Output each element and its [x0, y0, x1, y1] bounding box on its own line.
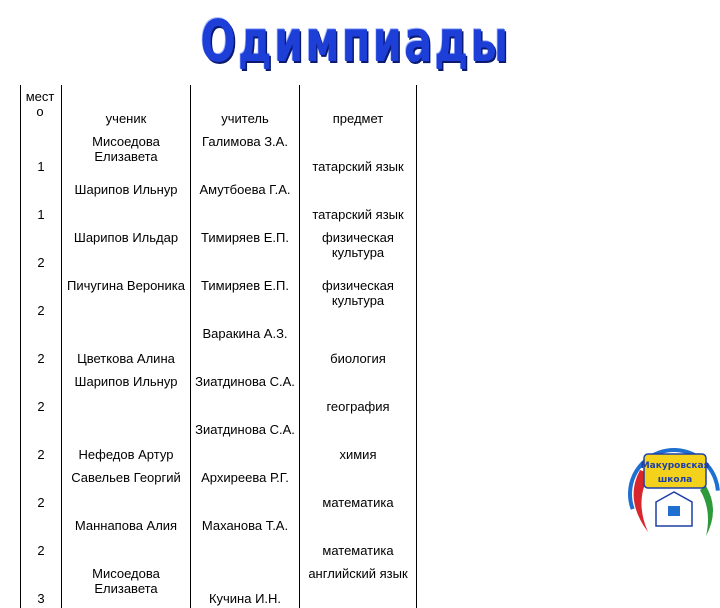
teacher-cell: Тимиряев Е.П. [191, 272, 300, 320]
subject-cell: татарский язык [300, 128, 417, 176]
subject-cell: биология [300, 320, 417, 368]
student-cell: Савельев Георгий [62, 464, 191, 512]
student-cell: Мисоедова Елизавета [62, 128, 191, 176]
subject-cell: математика [300, 464, 417, 512]
header-place: мест о [21, 85, 62, 128]
logo-building-window [668, 506, 680, 516]
logo-green-swoosh [700, 486, 713, 536]
logo-text-line1: Макуровская [640, 461, 710, 471]
teacher-cell: Галимова З.А. [191, 128, 300, 176]
place-cell: 2 [21, 320, 62, 368]
student-cell: Шарипов Ильнур [62, 368, 191, 416]
table-row [21, 320, 417, 368]
place-cell: 2 [21, 512, 62, 560]
place-cell: 2 [21, 416, 62, 464]
table-row [21, 128, 417, 176]
student-cell: Шарипов Ильнур [62, 176, 191, 224]
subject-cell: английский язык [300, 560, 417, 608]
table-row [21, 224, 417, 272]
teacher-cell: Зиатдинова С.А. [191, 416, 300, 464]
student-cell: Мисоедова Елизавета [62, 560, 191, 608]
student-cell: Цветкова Алина [62, 320, 191, 368]
table-row [21, 512, 417, 560]
place-cell: 2 [21, 464, 62, 512]
table-row [21, 176, 417, 224]
teacher-cell: Тимиряев Е.П. [191, 224, 300, 272]
table-row [21, 464, 417, 512]
student-cell: Маннапова Алия [62, 512, 191, 560]
teacher-cell: Варакина А.З. [191, 320, 300, 368]
subject-cell: татарский язык [300, 176, 417, 224]
teacher-cell: Маханова Т.А. [191, 512, 300, 560]
logo-text-line2: школа [657, 475, 693, 485]
student-cell: Нефедов Артур [62, 416, 191, 464]
subject-cell: химия [300, 416, 417, 464]
place-cell: 2 [21, 272, 62, 320]
place-cell: 2 [21, 368, 62, 416]
teacher-cell: Зиатдинова С.А. [191, 368, 300, 416]
teacher-cell: Кучина И.Н. [191, 560, 300, 608]
student-cell: Шарипов Ильдар [62, 224, 191, 272]
table-row [21, 272, 417, 320]
subject-cell: физическая культура [300, 224, 417, 272]
teacher-cell: Амутбоева Г.А. [191, 176, 300, 224]
table-row [21, 560, 417, 608]
olympiad-results-table [20, 85, 417, 608]
header-student: ученик [62, 85, 191, 128]
header-subject: предмет [300, 85, 417, 128]
school-logo [622, 440, 720, 540]
place-cell: 1 [21, 128, 62, 176]
table-header-row [21, 85, 417, 128]
place-cell: 3 [21, 560, 62, 608]
place-cell: 1 [21, 176, 62, 224]
table-row [21, 416, 417, 464]
table-row [21, 368, 417, 416]
place-cell: 2 [21, 224, 62, 272]
header-teacher: учитель [191, 85, 300, 128]
subject-cell: математика [300, 512, 417, 560]
subject-cell: география [300, 368, 417, 416]
page-title: Одимпиады [200, 7, 511, 75]
teacher-cell: Архиреева Р.Г. [191, 464, 300, 512]
subject-cell: физическая культура [300, 272, 417, 320]
student-cell: Пичугина Вероника [62, 272, 191, 320]
